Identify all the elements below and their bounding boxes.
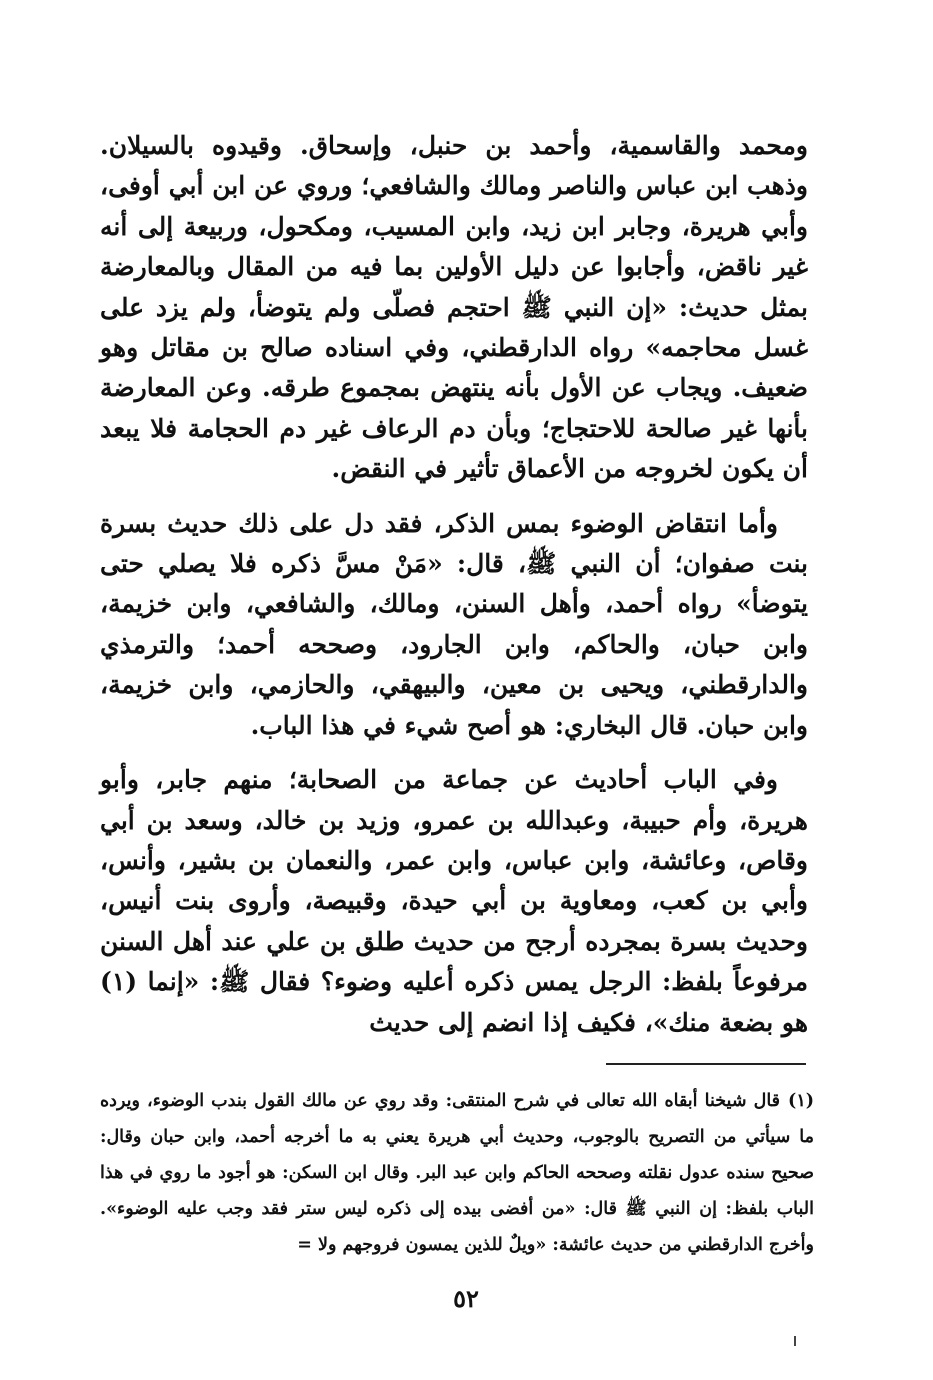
paragraph: وأما انتقاض الوضوء بمس الذكر، فقد دل على ذلك حديث بسرة بنت صفوان؛ أن النبي ﷺ، قال: «مَنْ مسَّ ذكره فلا يصلي حتى يتوضأ» رواه أحمد، وأهل السنن، ومالك، والشافعي، وابن خزيمة، وابن حبان، والحاكم، وابن الجارود، وصححه أحمد؛ والترمذي والدارقطني، ويحيى بن معين، والبيهقي، والحازمي، وابن خزيمة، وابن حبان. قال البخاري: هو أصح شيء في هذا الباب. bbox=[100, 508, 808, 740]
paragraph: وفي الباب أحاديث عن جماعة من الصحابة؛ منهم جابر، وأبو هريرة، وأم حبيبة، وعبدالله بن عمرو، وزيد بن خالد، وسعد بن أبي وقاص، وعائشة، وابن عباس، وابن عمر، والنعمان بن بشير، وأنس، وأبي بن كعب، ومعاوية بن أبي حيدة، وقبيصة، وأروى بنت أنيس، وحديث بسرة بمجرده أرجح من حديث طلق بن علي عند أهل السنن مرفوعاً بلفظ: الرجل يمس ذكره أعليه وضوء؟ فقال ﷺ: «إنما (١) هو بضعة منك»، فكيف إذا انضم إلى حديث bbox=[100, 765, 808, 1037]
footnote-text: قال شيخنا أبقاه الله تعالى في شرح المنتقى: وقد روي عن مالك القول بندب الوضوء، ويرده ما سيأتي من التصريح بالوجوب، وحديث أبي هريرة يعني به ما أخرجه أحمد، وابن حبان وقال: صحيح سنده عدول نقلته وصححه الحاكم وابن عبد البر. وقال ابن السكن: هو أجود ما روي في هذا الباب بلفظ: إن النبي ﷺ قال: «من أفضى بيده إلى ذكره ليس ستر فقد وجب عليه الوضوء». وأخرج الدارقطني من حديث عائشة: «ويلٌ للذين يمسون فروجهم ولا = bbox=[100, 1091, 814, 1255]
scan-artifact bbox=[794, 1336, 796, 1346]
footnote-separator bbox=[606, 1063, 806, 1065]
page-number: ٥٢ bbox=[453, 1284, 479, 1313]
paragraph: ومحمد والقاسمية، وأحمد بن حنبل، وإسحاق. وقيدوه بالسيلان. وذهب ابن عباس والناصر ومالك والشافعي؛ وروي عن ابن أبي أوفى، وأبي هريرة، وجابر ابن زيد، وابن المسيب، ومكحول، وربيعة إلى أنه غير ناقض، وأجابوا عن دليل الأولين بما فيه من المقال وبالمعارضة بمثل حديث: «إن النبي ﷺ احتجم فصلّى ولم يتوضأ، ولم يزد على غسل محاجمه» رواه الدارقطني، وفي اسناده صالح بن مقاتل وهو ضعيف. ويجاب عن الأول بأنه ينتهض بمجموع طرقه. وعن المعارضة بأنها غير صالحة للاحتجاج؛ وبأن دم الرعاف غير دم الحجامة فلا يبعد أن يكون لخروجه من الأعماق تأثير في النقض. bbox=[100, 131, 808, 484]
footnote bbox=[100, 1083, 814, 1263]
footnote-marker: (١) bbox=[788, 1091, 814, 1111]
main-text-block bbox=[100, 126, 808, 1043]
footnotes-block bbox=[100, 1083, 814, 1263]
